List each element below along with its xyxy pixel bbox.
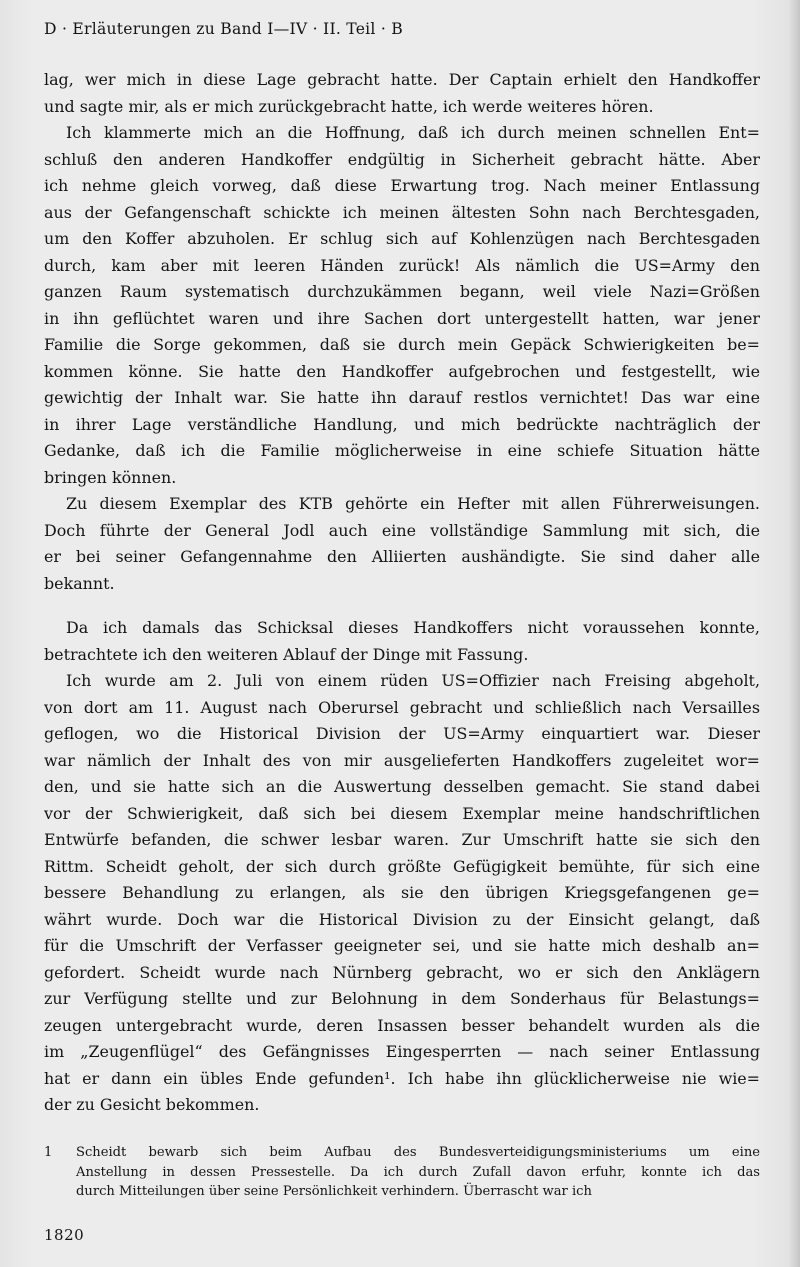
text-line: Entwürfe befanden, die schwer lesbar waren. Zur Umschrift hatte sie sich den	[44, 830, 760, 849]
text-line: währt wurde. Doch war die Historical Division zu der Einsicht gelangt, daß	[44, 909, 760, 929]
text-line: Familie die Sorge gekommen, daß sie durch mein Gepäck Schwierigkeiten be=	[44, 335, 760, 354]
text-line: den, und sie hatte sich an die Auswertung desselben gemacht. Sie stand dabei	[44, 777, 760, 796]
text-line: gefordert. Scheidt wurde nach Nürnberg gebracht, wo er sich den Anklägern	[44, 962, 760, 982]
text-line: lag, wer mich in diese Lage gebracht hatte. Der Captain erhielt den Handkoffer	[44, 70, 760, 89]
text-line: war nämlich der Inhalt des von mir ausgelieferten Handkoffers zugeleitet wor=	[44, 750, 760, 770]
text-line: Ich klammerte mich an die Hoffnung, daß ich durch meinen schnellen Ent=	[66, 123, 760, 142]
text-line: ganzen Raum systematisch durchzukämmen begann, weil viele Nazi=Größen	[44, 282, 760, 301]
text-line: von dort am 11. August nach Oberursel gebracht und schließlich nach Versailles	[44, 697, 760, 717]
paragraph	[44, 615, 760, 668]
text-line: vor der Schwierigkeit, daß sich bei diesem Exemplar meine handschriftlichen	[44, 803, 760, 823]
text-line: durch, kam aber mit leeren Händen zurück! Als nämlich die US=Army den	[44, 255, 760, 275]
running-head: D · Erläuterungen zu Band I—IV · II. Teil · B	[44, 20, 403, 38]
text-line: Gedanke, daß ich die Familie möglicherweise in eine schiefe Situation hätte	[44, 441, 760, 460]
text-line: bringen können.	[44, 467, 177, 487]
text-line: Zu diesem Exemplar des KTB gehörte ein Hefter mit allen Führerweisungen.	[66, 494, 760, 513]
text-line: für die Umschrift der Verfasser geeigneter sei, und sie hatte mich deshalb an=	[44, 936, 760, 955]
text-line: in ihrer Lage verständliche Handlung, und mich bedrückte nachträglich der	[44, 414, 760, 434]
text-line: zur Verfügung stellte und zur Belohnung in dem Sonderhaus für Belastungs=	[44, 989, 760, 1008]
text-line: in ihn geflüchtet waren und ihre Sachen dort untergestellt hatten, war jener	[44, 308, 760, 328]
text-line: im „Zeugenflügel“ des Gefängnisses Eingesperrten — nach seiner Entlassung	[44, 1042, 760, 1061]
paragraph	[44, 668, 760, 1119]
body-text	[44, 67, 760, 1119]
text-line: er bei seiner Gefangennahme den Alliierten aushändigte. Sie sind daher alle	[44, 547, 760, 566]
text-line: Da ich damals das Schicksal dieses Handkoffers nicht voraussehen konnte,	[66, 618, 760, 637]
text-line: der zu Gesicht bekommen.	[44, 1095, 260, 1114]
text-line: hat er dann ein übles Ende gefunden¹. Ich habe ihn glücklicherweise nie wie=	[44, 1068, 760, 1088]
page-number: 1820	[44, 1226, 85, 1244]
text-line: und sagte mir, als er mich zurückgebracht hatte, ich werde weiteres hören.	[44, 96, 654, 116]
footnote-line: durch Mitteilungen über seine Persönlichkeit verhindern. Überrascht war ich	[76, 1184, 592, 1199]
text-line: betrachtete ich den weiteren Ablauf der Dinge mit Fassung.	[44, 644, 529, 664]
text-line: aus der Gefangenschaft schickte ich meinen ältesten Sohn nach Berchtesgaden,	[44, 202, 760, 222]
footnote	[44, 1143, 760, 1202]
footnote-line: Scheidt bewarb sich beim Aufbau des Bundesverteidigungsministeriums um eine	[76, 1145, 760, 1160]
footnote-number: 1	[44, 1145, 53, 1160]
paragraph-gap	[44, 597, 760, 615]
page-edge-shadow	[788, 0, 800, 1267]
paragraph	[44, 120, 760, 491]
paragraph	[44, 491, 760, 597]
text-line: Ich wurde am 2. Juli von einem rüden US=Offizier nach Freising abgeholt,	[66, 671, 760, 690]
text-line: zeugen untergebracht wurde, deren Insassen besser behandelt wurden als die	[44, 1015, 760, 1035]
text-line: kommen könne. Sie hatte den Handkoffer aufgebrochen und festgestellt, wie	[44, 361, 760, 381]
text-line: Rittm. Scheidt geholt, der sich durch größte Gefügigkeit bemühte, für sich eine	[44, 856, 760, 876]
text-line: schluß den anderen Handkoffer endgültig in Sicherheit gebracht hätte. Aber	[44, 149, 760, 169]
text-line: bekannt.	[44, 573, 115, 593]
paragraph	[44, 67, 760, 120]
text-line: um den Koffer abzuholen. Er schlug sich auf Kohlenzügen nach Berchtesgaden	[44, 229, 760, 248]
text-line: Doch führte der General Jodl auch eine vollständige Sammlung mit sich, die	[44, 520, 760, 540]
footnote-line: Anstellung in dessen Pressestelle. Da ich durch Zufall davon erfuhr, konnte ich das	[76, 1164, 760, 1180]
text-line: geflogen, wo die Historical Division der US=Army einquartiert war. Dieser	[44, 724, 760, 743]
text-line: ich nehme gleich vorweg, daß diese Erwartung trog. Nach meiner Entlassung	[44, 176, 760, 195]
text-line: bessere Behandlung zu erlangen, als sie den übrigen Kriegsgefangenen ge=	[44, 883, 760, 902]
text-line: gewichtig der Inhalt war. Sie hatte ihn darauf restlos vernichtet! Das war eine	[44, 388, 760, 407]
